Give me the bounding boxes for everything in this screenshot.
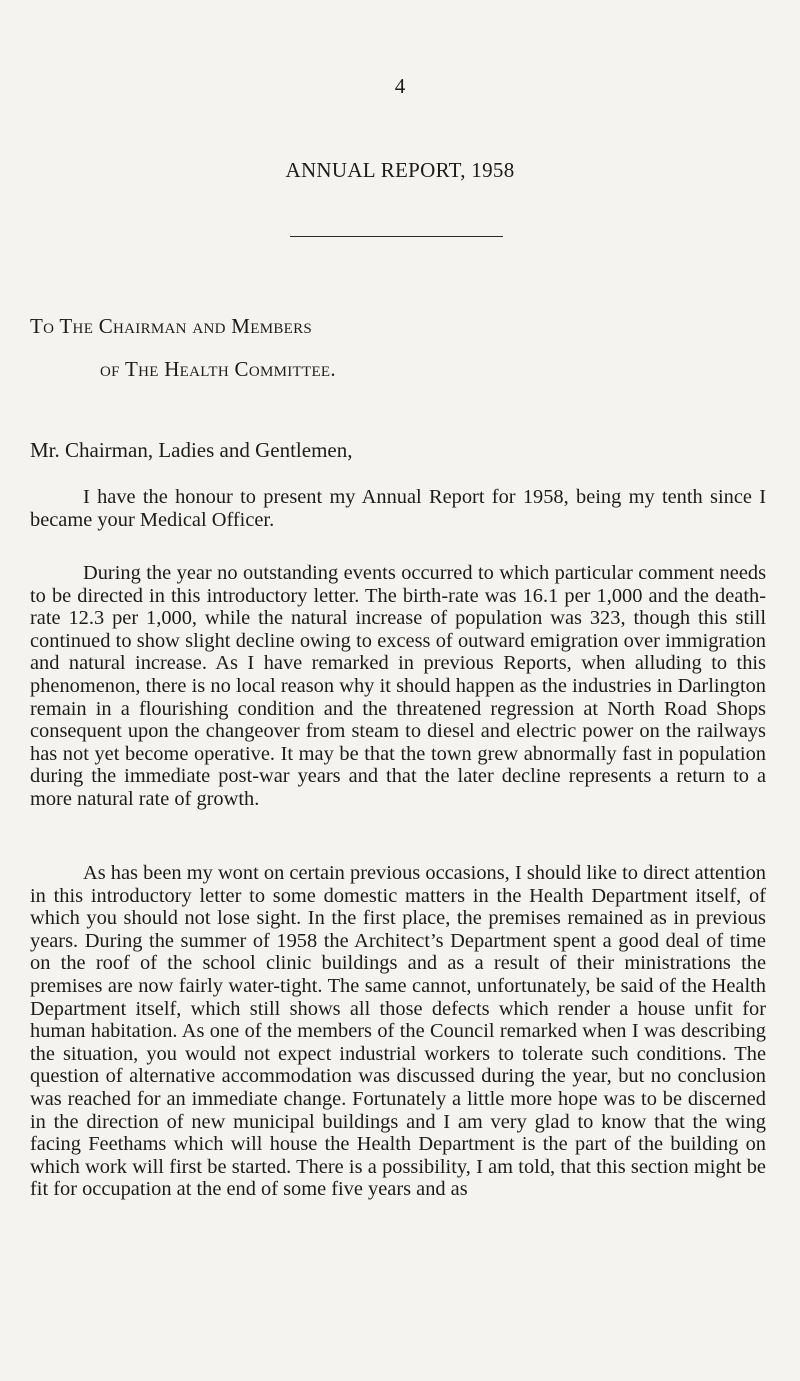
- address-line-1: To The Chairman and Members: [30, 314, 313, 338]
- paragraph-2: During the year no outstanding events occurred to which particular comment needs to be directed in this introductory letter. The birth-rate was 16.1 per 1,000 and the death-rate 12.3 per 1,000, while the natural increase of population was 323, though this still continued to show slight decline owing to excess of outward emigration over immigration and natural increase. As I have remarked in previous Reports, when alluding to this phenomenon, there is no local reason why it should happen as the industries in Darlington remain in a flourishing condition and the threatened regression at North Road Shops consequent upon the changeover from steam to diesel and electric power on the railways has not yet become operative. It may be that the town grew abnormally fast in population during the immediate post-war years and that the later decline represents a return to a more natural rate of growth.: [30, 562, 766, 810]
- address-line-2: of The Health Committee.: [100, 357, 336, 381]
- report-title: ANNUAL REPORT, 1958: [285, 158, 515, 182]
- salutation: Mr. Chairman, Ladies and Gentlemen,: [30, 438, 353, 462]
- title-divider: [290, 236, 503, 237]
- paragraph-1: I have the honour to present my Annual Report for 1958, being my tenth since I became your Medical Officer.: [30, 486, 766, 531]
- paragraph-3: As has been my wont on certain previous occasions, I should like to direct attention in this introductory letter to some domestic matters in the Health Department itself, of which you should not lose sight. In the first place, the premises remained as in previous years. During the summer of 1958 the Architect’s Department spent a good deal of time on the roof of the school clinic buildings and as a result of their ministrations the premises are now fairly water-tight. The same cannot, unfortunately, be said of the Health Department itself, which still shows all those defects which render a house unfit for human habitation. As one of the members of the Council remarked when I was describing the situation, you would not expect industrial workers to tolerate such conditions. The question of alternative accommodation was discussed during the year, but no conclusion was reached for an immediate change. Fortunately a little more hope was to be discerned in the direction of new municipal buildings and I am very glad to know that the wing facing Feethams which will house the Health Department is the part of the building on which work will first be started. There is a possibility, I am told, that this section might be fit for occupation at the end of some five years and as: [30, 862, 766, 1201]
- page-number: 4: [394, 74, 406, 98]
